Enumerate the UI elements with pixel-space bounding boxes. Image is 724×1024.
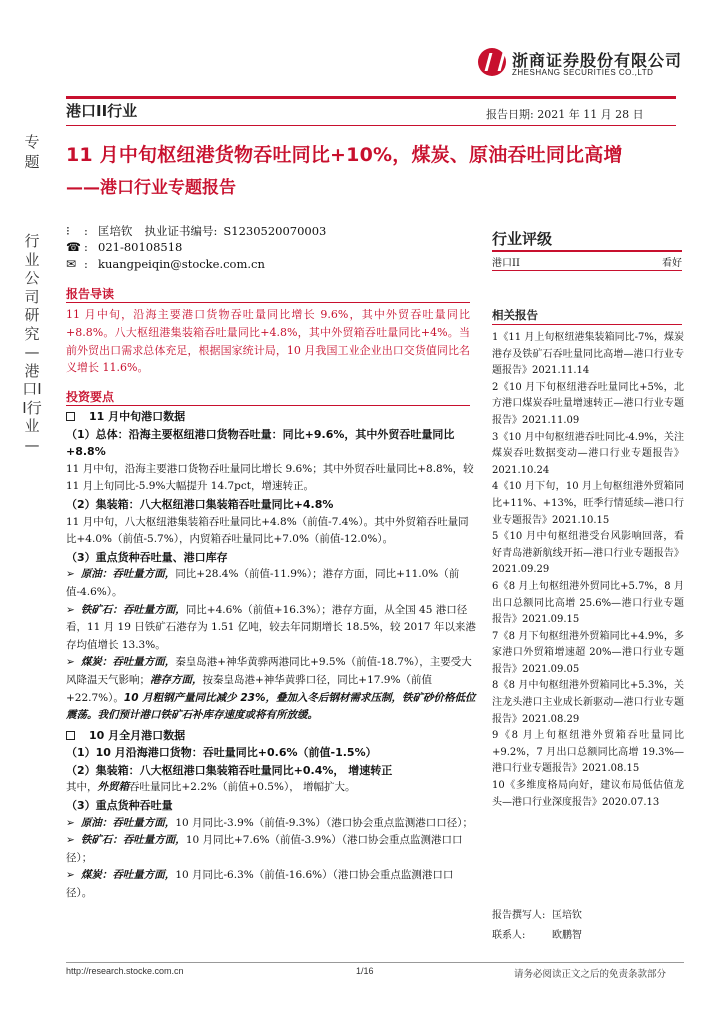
related-report-item[interactable]: 8《8 月中旬枢纽港外贸箱同比+5.3%，关注龙头港口主业成长新驱动—港口行业专题报告》2021.08.29 <box>492 680 684 725</box>
points-body <box>66 408 476 903</box>
header-rule-thin <box>66 125 676 126</box>
company-name-cn: 浙商证券股份有限公司 <box>512 51 683 70</box>
related-report-item[interactable]: 9《8 月上旬枢纽港外贸箱吞吐量同比+9.2%，7 月出口总额同比高增 19.3%—港口行业专题报告》2021.08.15 <box>492 730 684 775</box>
ore-item: ➢ 铁矿石：吞吐量方面，同比+4.6%（前值+16.3%）；港存方面，从全国 45 港口径看，11 月 19 日铁矿石港存为 1.51 亿吨，较去年同期增长 18.5%，较 2017 年以来港存均值增长 13.3%。 <box>66 603 476 651</box>
s1-2-text: 11 月中旬，八大枢纽港集装箱吞吐量同比+4.8%（前值-7.4%）。其中外贸箱吞吐量同比+4.0%（前值-5.7%），内贸箱吞吐量同比+7.0%（前值-12.0%）。 <box>66 515 469 546</box>
company-name-en: ZHESHANG SECURITIES CO.,LTD <box>512 68 654 77</box>
related-report-item[interactable]: 7《8 月下旬枢纽港外贸箱同比+4.9%，多家港口外贸箱增速超 20%—港口行业专题报告》2021.09.05 <box>492 630 684 675</box>
s1-2-title: （2）集装箱：八大枢纽港口集装箱吞吐量同比+4.8% <box>66 497 334 511</box>
points-rule <box>66 405 470 406</box>
analyst-email[interactable]: kuangpeiqin@stocke.com.cn <box>98 257 265 271</box>
contact-name: 欧鹏智 <box>552 930 582 941</box>
authors-block <box>492 906 582 946</box>
section-2-title: 10 月全月港口数据 <box>66 727 476 745</box>
main-title: 11 月中旬枢纽港货物吞吐同比+10%，煤炭、原油吞吐同比高增 <box>66 144 623 166</box>
m-coal-item: ➢ 煤炭：吞吐量方面，10 月同比-6.3%（前值-16.6%）（港口协会重点监测港口口径）。 <box>66 869 454 900</box>
s1-3-title: （3）重点货种吞吐量、港口库存 <box>66 550 228 564</box>
writer-name: 匡培钦 <box>552 910 582 921</box>
rating-sector: 港口II <box>492 258 520 269</box>
related-report-item[interactable]: 10《多维度格局向好，建议布局低估值龙头—港口行业深度报告》2020.07.13 <box>492 780 684 808</box>
contact-label: 联系人: <box>492 930 526 941</box>
guide-rule <box>66 302 470 303</box>
arrow-right-icon: ➢ <box>66 656 75 669</box>
license-label: 执业证书编号: <box>144 224 218 238</box>
arrow-right-icon: ➢ <box>66 869 75 882</box>
oil-item: ➢ 原油：吞吐量方面，同比+28.4%（前值-11.9%）；港存方面，同比+11.0%（前值-4.6%）。 <box>66 568 460 598</box>
related-report-item[interactable]: 3《10 月中旬枢纽港吞吐同比-4.9%，关注煤炭吞吐数据变动—港口行业专题报告》2021.10.24 <box>492 431 684 476</box>
phone-row: ☎ : 021-80108518 <box>66 240 183 254</box>
header-rule <box>66 96 676 99</box>
s2-1-title: （1）10 月沿海港口货物：吞吐量同比+0.6%（前值-1.5%） <box>66 746 377 760</box>
s2-2-text: 其中，外贸箱吞吐量同比+2.2%（前值+0.5%）， 增幅扩大。 <box>66 781 356 794</box>
person-icon: ⁝ <box>66 224 70 238</box>
s1-1-title: （1）总体：沿海主要枢纽港口货物吞吐量：同比+9.6%，其中外贸吞吐量同比+8.8% <box>66 427 455 459</box>
sub-title: ——港口行业专题报告 <box>66 178 236 198</box>
company-logo-icon <box>478 48 506 76</box>
writer-label: 报告撰写人: <box>492 910 546 921</box>
s2-3-title: （3）重点货种吞吐量 <box>66 799 173 813</box>
related-report-list <box>492 330 684 811</box>
company-logo <box>478 46 683 86</box>
m-oil-item: ➢ 原油：吞吐量方面，10 月同比-3.9%（前值-9.3%）（港口协会重点监测港口口径）； <box>66 816 473 829</box>
m-ore-item: ➢ 铁矿石：吞吐量方面，10 月同比+7.6%（前值-3.9%）（港口协会重点监测港口口径）； <box>66 834 463 864</box>
related-title: 相关报告 <box>492 308 538 322</box>
footer-disclaimer: 请务必阅读正文之后的免责条款部分 <box>514 969 667 980</box>
s2-2-title: （2）集装箱：八大枢纽港口集装箱吞吐量同比+0.4%， 增速转正 <box>66 763 393 777</box>
rating-rule-bottom <box>492 270 682 271</box>
rating-row <box>492 254 682 269</box>
related-report-item[interactable]: 4《10 月下旬，10 月上旬枢纽港外贸箱同比+11%、+13%，旺季行情延续—港口行业专题报告》2021.10.15 <box>492 481 684 526</box>
related-report-item[interactable]: 6《8 月上旬枢纽港外贸同比+5.7%，8 月出口总额同比高增 25.6%—港口行业专题报告》2021.09.15 <box>492 580 684 626</box>
arrow-right-icon: ➢ <box>66 603 75 616</box>
side-vertical-label: 行业公司研究—港口II行业— <box>22 232 42 454</box>
rating-title: 行业评级 <box>492 230 553 248</box>
related-report-item[interactable]: 5《10 月中旬枢纽港受台风影响回落，看好青岛港新航线开拓—港口行业专题报告》2021.09.29 <box>492 531 684 576</box>
related-rule <box>492 324 682 325</box>
report-date: 报告日期: 2021 年 11 月 28 日 <box>486 108 644 121</box>
arrow-right-icon: ➢ <box>66 816 75 829</box>
license-number: S1230520070003 <box>223 224 327 238</box>
industry-title: 港口II行业 <box>66 102 138 120</box>
related-report-item[interactable]: 1《11 月上旬枢纽港集装箱同比-7%，煤炭港存及铁矿石吞吐量同比高增—港口行业专题报告》2021.11.14 <box>492 332 684 377</box>
page-number: 1/16 <box>356 966 374 976</box>
footer-rule <box>66 962 684 963</box>
side-tag: 专题 <box>24 133 40 171</box>
footer-url[interactable]: http://research.stocke.com.cn <box>66 966 184 976</box>
rating-value: 看好 <box>662 258 682 269</box>
email-row: ✉ : kuangpeiqin@stocke.com.cn <box>66 257 265 271</box>
checkbox-square-icon <box>66 731 75 740</box>
analyst-row: ⁝ : 匡培钦 执业证书编号: S1230520070003 <box>66 224 327 238</box>
guide-text: 11 月中旬，沿海主要港口货物吞吐量同比增长 9.6%，其中外贸吞吐量同比+8.8%。八大枢纽港集装箱吞吐量同比+4.8%，其中外贸箱吞吐量同比+4%。当前外贸出口需求总体充足，根据国家统计局，10 月我国工业企业出口交货值同比名义增长 11.6%。 <box>66 308 470 375</box>
arrow-right-icon: ➢ <box>66 568 75 581</box>
rating-rule <box>492 250 682 252</box>
coal-item: ➢ 煤炭：吞吐量方面，秦皇岛港+神华黄骅两港同比+9.5%（前值-18.7%），主要受大风降温天气影响；港存方面，按秦皇岛港+神华黄骅口径，同比+17.9%（前值+22.7%）。10 月粗钢产量同比减少 23%，叠加入冬后钢材需求压制，铁矿砂价格低位震荡。我们预计港口铁矿石补库存速度或将有所放缓。 <box>66 656 476 722</box>
guide-heading: 报告导读 <box>66 287 115 301</box>
points-heading: 投资要点 <box>66 390 115 404</box>
s1-1-text: 11 月中旬，沿海主要港口货物吞吐量同比增长 9.6%；其中外贸吞吐量同比+8.8%，较 11 月上旬同比-5.9%大幅提升 14.7pct，增速转正。 <box>66 462 474 493</box>
arrow-right-icon: ➢ <box>66 834 75 847</box>
phone-icon: ☎ <box>66 240 81 254</box>
analyst-name: 匡培钦 <box>98 224 133 238</box>
section-1-title: 11 月中旬港口数据 <box>66 408 476 426</box>
checkbox-square-icon <box>66 412 75 421</box>
related-report-item[interactable]: 2《10 月下旬枢纽港吞吐量同比+5%，北方港口煤炭吞吐量增速转正—港口行业专题报告》2021.11.09 <box>492 381 684 426</box>
analyst-phone: 021-80108518 <box>98 240 183 254</box>
mail-icon: ✉ <box>66 257 77 271</box>
